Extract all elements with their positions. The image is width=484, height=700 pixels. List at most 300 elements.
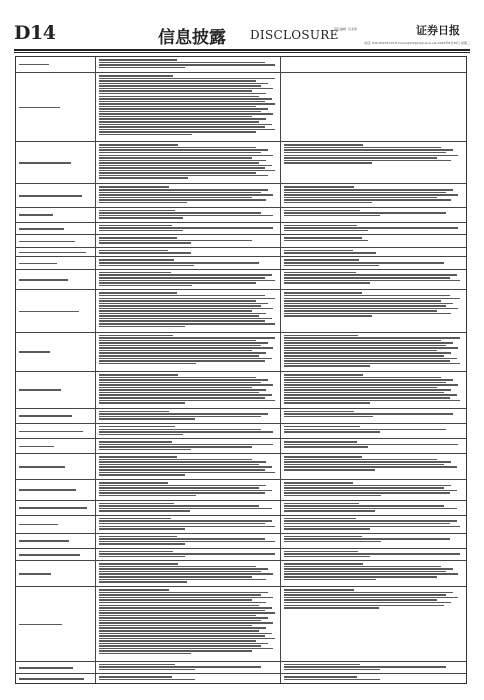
text-line — [99, 485, 266, 487]
text-line — [99, 212, 261, 214]
text-line — [19, 228, 64, 230]
text-line — [99, 131, 256, 133]
text-line — [284, 573, 458, 575]
text-line — [19, 507, 87, 509]
text-line — [99, 640, 256, 642]
text-line — [284, 374, 363, 376]
text-line — [99, 645, 261, 647]
text-line — [99, 326, 185, 328]
table-row — [16, 256, 466, 268]
text-line — [284, 392, 444, 394]
table-row — [16, 408, 466, 423]
text-line — [284, 666, 446, 668]
row-label-cell — [16, 480, 96, 500]
text-line — [284, 384, 458, 386]
text-line — [99, 217, 183, 219]
text-line — [99, 434, 183, 436]
text-line — [99, 566, 256, 568]
after-change-cell — [281, 223, 466, 234]
text-line — [284, 215, 380, 217]
section-title-en: DISCLOSURE — [250, 28, 339, 42]
text-line — [99, 474, 185, 476]
before-change-cell — [96, 501, 281, 515]
text-line — [99, 666, 261, 668]
text-line — [284, 225, 357, 227]
text-line — [284, 305, 446, 307]
text-line — [99, 118, 266, 120]
row-label-cell — [16, 501, 96, 515]
text-line — [284, 300, 441, 302]
text-line — [284, 147, 441, 149]
text-line — [99, 310, 252, 312]
text-line — [284, 295, 450, 297]
text-line — [99, 382, 261, 384]
text-line — [19, 540, 69, 542]
text-line — [284, 377, 441, 379]
text-line — [284, 230, 368, 232]
text-line — [99, 298, 275, 300]
after-change-cell — [281, 290, 466, 331]
text-line — [99, 620, 261, 622]
text-line — [99, 227, 273, 229]
masthead-info — [318, 22, 470, 48]
text-line — [99, 103, 275, 105]
after-change-cell — [281, 409, 466, 423]
table-row — [16, 479, 466, 500]
text-line — [19, 446, 54, 448]
text-line — [284, 240, 368, 242]
row-label-cell — [16, 235, 96, 246]
text-line — [284, 605, 444, 607]
text-line — [284, 444, 458, 446]
text-line — [99, 363, 196, 365]
before-change-cell — [96, 142, 281, 183]
text-line — [284, 482, 353, 484]
text-line — [99, 528, 185, 530]
text-line — [284, 431, 380, 433]
text-line — [99, 429, 261, 431]
text-line — [99, 358, 272, 360]
text-line — [284, 358, 457, 360]
text-line — [284, 342, 453, 344]
before-change-cell — [96, 454, 281, 479]
table-row — [16, 332, 466, 371]
text-line — [284, 553, 460, 555]
text-line — [284, 485, 451, 487]
row-label-cell — [16, 248, 96, 257]
text-line — [99, 461, 266, 463]
text-line — [99, 345, 261, 347]
text-line — [284, 155, 458, 157]
text-line — [99, 313, 266, 315]
text-line — [99, 643, 268, 645]
text-line — [99, 149, 268, 151]
text-line — [99, 265, 194, 267]
text-line — [99, 538, 265, 540]
text-line — [19, 351, 50, 353]
text-line — [99, 85, 261, 87]
row-label-cell — [16, 57, 96, 72]
after-change-cell — [281, 454, 466, 479]
text-line — [19, 311, 79, 313]
text-line — [99, 459, 252, 461]
text-line — [99, 262, 259, 264]
text-line — [99, 323, 275, 325]
row-label-cell — [16, 662, 96, 673]
text-line — [99, 285, 192, 287]
text-line — [284, 197, 437, 199]
newspaper-logo: 证券日报 — [416, 24, 460, 37]
text-line — [99, 295, 265, 297]
text-line — [99, 240, 252, 242]
text-line — [99, 541, 275, 543]
text-line — [99, 599, 252, 601]
header-rule — [14, 49, 470, 51]
text-line — [99, 431, 273, 433]
before-change-cell — [96, 674, 281, 683]
text-line — [284, 394, 457, 396]
text-line — [284, 589, 354, 591]
after-change-cell — [281, 534, 466, 548]
text-line — [99, 592, 268, 594]
text-line — [284, 676, 357, 678]
text-line — [99, 456, 177, 458]
text-line — [284, 186, 354, 188]
text-line — [99, 272, 171, 274]
text-line — [99, 64, 275, 66]
text-line — [99, 250, 168, 252]
text-line — [99, 638, 275, 640]
before-change-cell — [96, 184, 281, 206]
text-line — [284, 272, 356, 274]
after-change-cell — [281, 73, 466, 141]
text-line — [284, 194, 458, 196]
text-line — [284, 365, 370, 367]
text-line — [284, 157, 437, 159]
text-line — [99, 469, 265, 471]
text-line — [99, 320, 265, 322]
text-line — [284, 523, 450, 525]
text-line — [99, 466, 272, 468]
text-line — [99, 282, 256, 284]
text-line — [99, 225, 172, 227]
text-line — [284, 355, 444, 357]
text-line — [99, 199, 266, 201]
text-line — [284, 277, 450, 279]
text-line — [99, 116, 252, 118]
text-line — [99, 653, 191, 655]
text-line — [99, 160, 266, 162]
after-change-cell — [281, 662, 466, 673]
text-line — [99, 389, 266, 391]
text-line — [99, 342, 268, 344]
text-line — [99, 215, 273, 217]
before-change-cell — [96, 534, 281, 548]
text-line — [284, 352, 451, 354]
text-line — [19, 263, 57, 265]
text-line — [284, 315, 372, 317]
text-line — [284, 536, 362, 538]
text-line — [19, 241, 75, 243]
row-label-cell — [16, 454, 96, 479]
text-line — [284, 441, 357, 443]
before-change-cell — [96, 549, 281, 560]
text-line — [284, 162, 372, 164]
text-line — [284, 538, 450, 540]
text-line — [99, 259, 174, 261]
text-line — [99, 165, 272, 167]
text-line — [284, 282, 370, 284]
before-change-cell — [96, 333, 281, 371]
before-change-cell — [96, 516, 281, 533]
text-line — [99, 59, 177, 61]
text-line — [19, 279, 68, 281]
text-line — [99, 274, 272, 276]
text-line — [99, 387, 252, 389]
before-change-cell — [96, 290, 281, 331]
text-line — [99, 192, 261, 194]
text-line — [99, 379, 268, 381]
text-line — [284, 490, 457, 492]
row-label-cell — [16, 208, 96, 222]
text-line — [284, 202, 372, 204]
text-line — [99, 303, 268, 305]
text-line — [284, 520, 457, 522]
text-line — [99, 62, 265, 64]
text-line — [99, 186, 169, 188]
text-line — [99, 571, 261, 573]
text-line — [99, 252, 191, 254]
table-row — [16, 453, 466, 479]
text-line — [99, 392, 259, 394]
text-line — [99, 444, 273, 446]
text-line — [284, 274, 457, 276]
text-line — [99, 635, 265, 637]
text-line — [284, 416, 373, 418]
text-line — [99, 416, 261, 418]
after-change-cell — [281, 372, 466, 408]
text-line — [99, 490, 272, 492]
row-label-cell — [16, 534, 96, 548]
header-rule-thin — [14, 52, 470, 53]
text-line — [99, 352, 266, 354]
table-row — [16, 548, 466, 560]
row-label-cell — [16, 587, 96, 661]
text-line — [99, 108, 268, 110]
text-line — [99, 526, 275, 528]
text-line — [99, 503, 174, 505]
text-line — [99, 597, 273, 599]
text-line — [284, 664, 360, 666]
text-line — [284, 576, 437, 578]
text-line — [99, 210, 175, 212]
text-line — [284, 280, 460, 282]
text-line — [99, 280, 275, 282]
row-label-cell — [16, 516, 96, 533]
text-line — [284, 556, 370, 558]
before-change-cell — [96, 235, 281, 246]
text-line — [99, 612, 275, 614]
text-line — [284, 597, 458, 599]
text-line — [99, 277, 265, 279]
text-line — [284, 387, 437, 389]
text-line — [284, 382, 446, 384]
text-line — [99, 355, 259, 357]
table-row — [16, 207, 466, 222]
after-change-cell — [281, 439, 466, 453]
contact-line: 电话: 010-83251716 E-mail:zqrb9@zqrb.sina.net 2023年8月30日 星期三 — [364, 41, 470, 45]
text-line — [99, 449, 191, 451]
after-change-cell — [281, 270, 466, 290]
text-line — [284, 592, 453, 594]
text-line — [99, 315, 259, 317]
table-row — [16, 57, 466, 72]
text-line — [99, 594, 261, 596]
text-line — [99, 669, 195, 671]
text-line — [99, 337, 275, 339]
before-change-cell — [96, 480, 281, 500]
before-change-cell — [96, 561, 281, 586]
text-line — [99, 464, 259, 466]
text-line — [99, 492, 265, 494]
text-line — [284, 265, 379, 267]
text-line — [99, 167, 265, 169]
row-label-cell — [16, 290, 96, 331]
text-line — [99, 147, 256, 149]
text-line — [99, 487, 259, 489]
row-label-cell — [16, 372, 96, 408]
text-line — [19, 678, 84, 680]
text-line — [284, 464, 444, 466]
after-change-cell — [281, 257, 466, 268]
text-line — [284, 563, 363, 565]
text-line — [284, 308, 458, 310]
text-line — [99, 605, 259, 607]
text-line — [99, 627, 266, 629]
text-line — [99, 113, 273, 115]
text-line — [99, 121, 259, 123]
text-line — [99, 472, 275, 474]
text-line — [99, 397, 265, 399]
text-line — [99, 318, 272, 320]
text-line — [19, 252, 86, 254]
text-line — [99, 394, 272, 396]
text-line — [99, 162, 259, 164]
table-row — [16, 673, 466, 683]
text-line — [99, 676, 172, 678]
text-line — [284, 192, 446, 194]
text-line — [99, 350, 252, 352]
before-change-cell — [96, 439, 281, 453]
text-line — [99, 194, 273, 196]
text-line — [99, 446, 252, 448]
text-line — [284, 510, 375, 512]
before-change-cell — [96, 57, 281, 72]
text-line — [284, 189, 453, 191]
row-label-cell — [16, 223, 96, 234]
text-line — [99, 523, 265, 525]
text-line — [99, 568, 268, 570]
table-row — [16, 183, 466, 206]
text-line — [19, 489, 76, 491]
text-line — [284, 400, 460, 402]
table-row — [16, 533, 466, 548]
text-line — [284, 456, 362, 458]
text-line — [284, 237, 362, 239]
text-line — [99, 505, 259, 507]
text-line — [284, 250, 353, 252]
text-line — [99, 602, 266, 604]
text-line — [284, 594, 446, 596]
text-line — [284, 303, 453, 305]
text-line — [99, 134, 192, 136]
row-label-cell — [16, 439, 96, 453]
text-line — [99, 124, 272, 126]
before-change-cell — [96, 270, 281, 290]
text-line — [99, 126, 265, 128]
text-line — [284, 503, 359, 505]
text-line — [99, 622, 273, 624]
text-line — [284, 429, 446, 431]
text-line — [99, 300, 256, 302]
text-line — [284, 541, 381, 543]
text-line — [284, 402, 370, 404]
text-line — [284, 363, 460, 365]
table-row — [16, 560, 466, 586]
text-line — [284, 337, 460, 339]
text-line — [284, 571, 446, 573]
text-line — [284, 292, 362, 294]
text-line — [99, 553, 275, 555]
text-line — [284, 149, 453, 151]
text-line — [284, 397, 450, 399]
text-line — [99, 83, 268, 85]
text-line — [284, 461, 451, 463]
text-line — [99, 625, 252, 627]
text-line — [284, 152, 446, 154]
text-line — [19, 389, 61, 391]
text-line — [99, 111, 261, 113]
text-line — [19, 214, 53, 216]
row-label-cell — [16, 409, 96, 423]
after-change-cell — [281, 480, 466, 500]
table-row — [16, 371, 466, 408]
text-line — [99, 90, 252, 92]
text-line — [99, 579, 266, 581]
text-line — [99, 400, 275, 402]
after-change-cell — [281, 549, 466, 560]
text-line — [284, 379, 453, 381]
text-line — [19, 573, 51, 575]
before-change-cell — [96, 208, 281, 222]
text-line — [284, 413, 453, 415]
text-line — [284, 160, 451, 162]
text-line — [99, 242, 191, 244]
text-line — [284, 389, 451, 391]
text-line — [99, 495, 196, 497]
text-line — [99, 189, 268, 191]
text-line — [99, 518, 171, 520]
text-line — [99, 67, 185, 69]
before-change-cell — [96, 587, 281, 661]
text-line — [99, 563, 178, 565]
text-line — [99, 155, 273, 157]
text-line — [99, 536, 177, 538]
table-row — [16, 269, 466, 290]
text-line — [99, 679, 195, 681]
table-row — [16, 438, 466, 453]
after-change-cell — [281, 587, 466, 661]
